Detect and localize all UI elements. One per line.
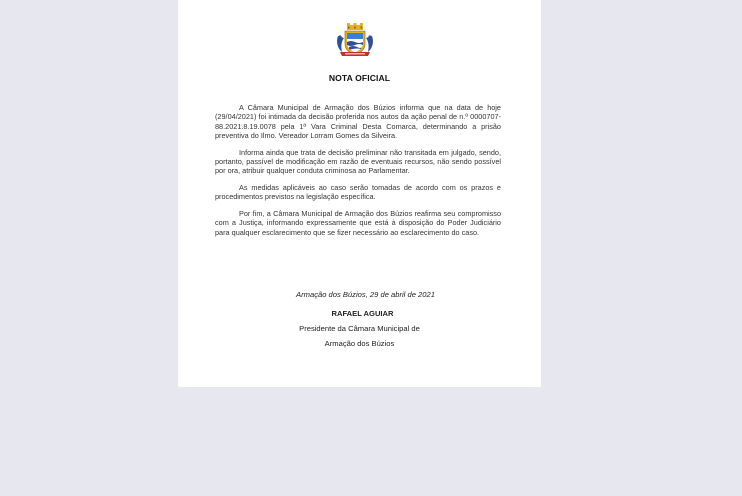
paragraph-1: A Câmara Municipal de Armação dos Búzios informa que na data de hoje (29/04/2021) foi intimada da decisão proferida nos autos da ação penal de n.º 0000707-88.2021.8.19.0078 pela 1ª Vara Criminal Desta Comarca, determinando a prisão preventiva do Ilmo. Vereador Lorram Gomes da Silveira.: [215, 103, 501, 140]
paragraph-2: Informa ainda que trata de decisão preliminar não transitada em julgado, sendo, portanto, passível de modificação em razão de eventuais recursos, não sendo possível por ora, atribuir qualquer conduta criminosa ao Parlamentar.: [215, 147, 501, 176]
document-body: [215, 103, 501, 245]
signature-place-date: Armação dos Búzios, 29 de abril de 2021: [296, 290, 435, 299]
signature-role-line1: Presidente da Câmara Municipal de: [299, 324, 420, 333]
signature-role-line2: Armação dos Búzios: [324, 339, 395, 348]
paragraph-3: As medidas aplicáveis ao caso serão tomadas de acordo com os prazos e procedimentos previstos na legislação específica.: [215, 183, 501, 202]
municipal-coat-of-arms-icon: [335, 22, 375, 58]
document-page: [178, 0, 541, 387]
document-title: NOTA OFICIAL: [328, 73, 391, 83]
signature-name: RAFAEL AGUIAR: [331, 309, 394, 318]
paragraph-4: Por fim, a Câmara Municipal de Armação dos Búzios reafirma seu compromisso com a Justiça, informando expressamente que está à disposição do Poder Judiciário para qualquer esclarecimento que se fizer necessário ao esclarecimento do caso.: [215, 209, 501, 237]
